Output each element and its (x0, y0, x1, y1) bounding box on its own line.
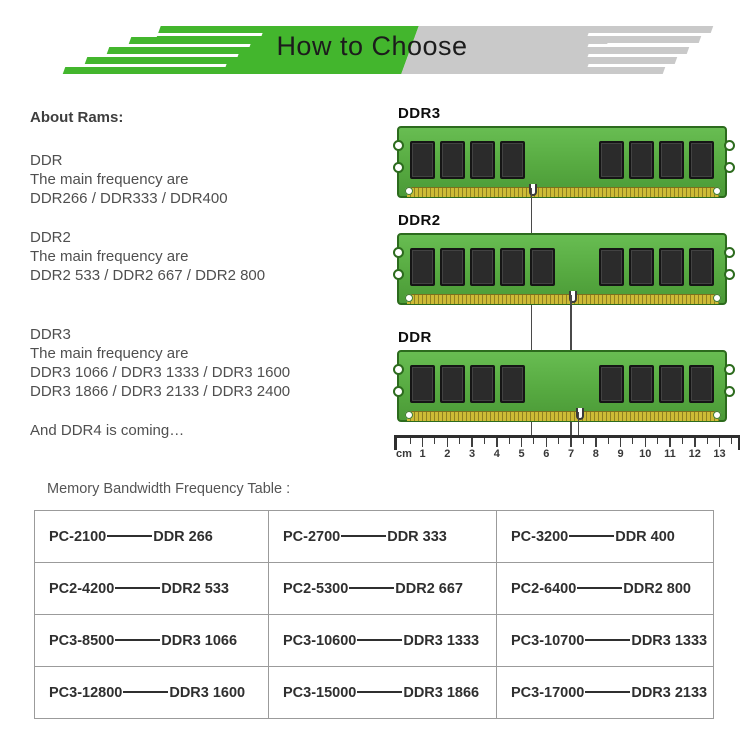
ram-type-desc-line: The main frequency are (30, 171, 189, 188)
dash-line (349, 587, 394, 589)
banner-green-stripe (63, 67, 197, 74)
table-cell (497, 511, 714, 563)
about-rams-block (30, 108, 400, 440)
ram-section (30, 325, 400, 401)
table-cell (269, 511, 497, 563)
banner-stripe-gap (105, 44, 250, 47)
memory-chip (410, 248, 435, 286)
memory-chip (599, 248, 624, 286)
ddr-speed: DDR2 800 (623, 580, 691, 597)
ruler-unit-label: cm (396, 448, 412, 460)
dash-line (107, 535, 152, 537)
pc-rating: PC3-10700 (511, 632, 585, 649)
ruler-number: 5 (518, 448, 525, 460)
notch-measurement-line (578, 412, 580, 436)
ruler-tick (422, 438, 424, 447)
gold-contact-strip (407, 411, 719, 421)
ruler-half-tick (434, 438, 435, 444)
banner-gray-stripe (579, 47, 690, 54)
ddr-speed: DDR2 533 (161, 580, 229, 597)
memory-chip (629, 365, 654, 403)
ruler-half-tick (459, 438, 460, 444)
ddr-speed: DDR3 1066 (161, 632, 238, 649)
ruler-number: 12 (688, 448, 701, 460)
edge-cutout-left (393, 269, 404, 280)
ram-type-desc-line: The main frequency are (30, 248, 189, 265)
ruler-tick (570, 438, 572, 447)
memory-chip (659, 248, 684, 286)
memory-chip (440, 248, 465, 286)
ram-label-ddr3: DDR3 (398, 105, 441, 122)
ruler-number: 3 (468, 448, 476, 460)
memory-chip (689, 141, 714, 179)
mounting-hole (713, 294, 721, 302)
memory-chip (410, 141, 435, 179)
ddr4-note: And DDR4 is coming… (30, 422, 185, 439)
ruler-number: 1 (419, 448, 426, 460)
ruler-number: 6 (543, 448, 550, 460)
ruler-tick (669, 438, 671, 447)
ruler-tick (620, 438, 622, 447)
dash-line (569, 535, 614, 537)
pc-rating: PC3-17000 (511, 684, 585, 701)
ruler-number: 4 (493, 448, 500, 460)
pc-rating: PC3-10600 (283, 632, 357, 649)
table-cell (269, 563, 497, 615)
ram-module-ddr2 (397, 233, 727, 305)
table-cell (497, 563, 714, 615)
memory-chip (440, 365, 465, 403)
edge-cutout-right (724, 269, 735, 280)
memory-chip (530, 248, 555, 286)
mounting-hole (405, 294, 413, 302)
edge-cutout-left (393, 162, 404, 173)
ruler-tick (645, 438, 647, 447)
ruler-half-tick (632, 438, 633, 444)
banner (0, 0, 750, 95)
ram-type-desc-line: The main frequency are (30, 345, 189, 362)
dash-line (585, 691, 630, 693)
ruler-number: 2 (444, 448, 451, 460)
ruler-half-tick (657, 438, 658, 444)
mounting-hole (405, 187, 413, 195)
ram-label-ddr: DDR (398, 329, 432, 346)
ruler-tick (521, 438, 523, 447)
table-cell (35, 511, 269, 563)
ruler-half-tick (707, 438, 708, 444)
ddr-speed: DDR 333 (387, 528, 447, 545)
pc-rating: PC-2100 (49, 528, 107, 545)
table-row (35, 563, 714, 615)
ruler-tick (694, 438, 696, 447)
ruler-tick (471, 438, 473, 447)
banner-green-stripe (129, 37, 212, 44)
table-title: Memory Bandwidth Frequency Table : (47, 481, 291, 497)
ruler-half-tick (608, 438, 609, 444)
ram-type-desc-line: DDR3 1866 / DDR3 2133 / DDR3 2400 (30, 383, 291, 400)
ddr-speed: DDR3 2133 (631, 684, 708, 701)
ddr-speed: DDR3 1333 (631, 632, 708, 649)
banner-title: How to Choose (276, 31, 468, 61)
frequency-table (34, 510, 714, 719)
ruler-number: 11 (664, 448, 676, 460)
pc-rating: PC2-4200 (49, 580, 115, 597)
memory-chip (659, 141, 684, 179)
banner-gray-stripe (579, 26, 714, 33)
ruler-tick (496, 438, 498, 447)
ruler-tick (447, 438, 449, 447)
table-row (35, 615, 714, 667)
edge-cutout-left (393, 364, 404, 375)
memory-chip (410, 365, 435, 403)
ddr-speed: DDR 266 (153, 528, 213, 545)
mounting-hole (713, 411, 721, 419)
memory-chip (689, 248, 714, 286)
edge-cutout-right (724, 140, 735, 151)
ram-type-desc-line: DDR3 1066 / DDR3 1333 / DDR3 1600 (30, 364, 291, 381)
ram-module-ddr (397, 350, 727, 422)
edge-cutout-right (724, 162, 735, 173)
ram-type-name: DDR2 (30, 229, 71, 246)
pc-rating: PC-2700 (283, 528, 341, 545)
pc-rating: PC2-6400 (511, 580, 577, 597)
edge-cutout-left (393, 140, 404, 151)
table-cell (35, 667, 269, 719)
ruler-tick (546, 438, 548, 447)
edge-cutout-right (724, 247, 735, 258)
ruler-number: 7 (567, 448, 575, 460)
banner-stripe-gap (83, 54, 238, 57)
ruler-tick (595, 438, 597, 447)
ddr-speed: DDR3 1333 (403, 632, 480, 649)
banner-gray-stripe (579, 67, 666, 74)
banner-stripe-gap (587, 54, 718, 57)
memory-chip (629, 248, 654, 286)
ruler-half-tick (731, 438, 732, 444)
banner-stripe-gap (587, 33, 718, 36)
memory-chip (470, 365, 495, 403)
memory-chip (470, 248, 495, 286)
gold-contact-strip (407, 187, 719, 197)
ruler-tick (719, 438, 721, 447)
ruler-half-tick (583, 438, 584, 444)
ram-type-desc-line: DDR2 533 / DDR2 667 / DDR2 800 (30, 267, 266, 284)
memory-chip (470, 141, 495, 179)
about-heading: About Rams: (30, 109, 124, 126)
dash-line (115, 639, 160, 641)
pc-rating: PC2-5300 (283, 580, 349, 597)
banner-gray-stripe (579, 57, 678, 64)
ddr-speed: DDR 400 (615, 528, 675, 545)
ruler-number: 9 (617, 448, 624, 460)
table-cell (269, 615, 497, 667)
dash-line (115, 587, 160, 589)
ram-section (30, 151, 400, 208)
memory-chip (500, 141, 525, 179)
dash-line (577, 587, 622, 589)
ruler-half-tick (533, 438, 534, 444)
table-row (35, 667, 714, 719)
pc-rating: PC3-15000 (283, 684, 357, 701)
memory-chip (500, 365, 525, 403)
pc-rating: PC3-8500 (49, 632, 115, 649)
dash-line (341, 535, 386, 537)
memory-chip (629, 141, 654, 179)
ram-type-desc-line: DDR266 / DDR333 / DDR400 (30, 190, 228, 207)
edge-cutout-left (393, 386, 404, 397)
banner-gray-stripe (579, 36, 702, 43)
dash-line (357, 639, 402, 641)
dash-line (357, 691, 402, 693)
gold-contact-strip (407, 294, 719, 304)
mounting-hole (713, 187, 721, 195)
ruler-number: 10 (639, 448, 652, 460)
table-cell (497, 667, 714, 719)
banner-stripe-gap (587, 44, 718, 47)
edge-cutout-right (724, 386, 735, 397)
memory-chip (659, 365, 684, 403)
ram-label-ddr2: DDR2 (398, 212, 441, 229)
banner-stripe-gap (61, 64, 226, 67)
dash-line (585, 639, 630, 641)
ddr-speed: DDR3 1866 (403, 684, 480, 701)
ruler-half-tick (682, 438, 683, 444)
table-row (35, 511, 714, 563)
ruler-end-right (738, 435, 741, 450)
memory-chip (689, 365, 714, 403)
dash-line (123, 691, 168, 693)
ram-type-name: DDR3 (30, 326, 71, 343)
ram-descriptions (30, 151, 400, 401)
pc-rating: PC3-12800 (49, 684, 123, 701)
ruler-number: 13 (713, 448, 726, 460)
ram-module-ddr3 (397, 126, 727, 198)
edge-cutout-right (724, 364, 735, 375)
ruler-half-tick (509, 438, 510, 444)
memory-chip (440, 141, 465, 179)
mounting-hole (405, 411, 413, 419)
table-cell (35, 563, 269, 615)
ruler-half-tick (558, 438, 559, 444)
ruler-half-tick (484, 438, 485, 444)
ruler-half-tick (410, 438, 411, 444)
ram-type-name: DDR (30, 152, 63, 169)
table-cell (497, 615, 714, 667)
memory-chip (599, 365, 624, 403)
ddr-speed: DDR3 1600 (169, 684, 246, 701)
banner-stripe-gap (587, 64, 718, 67)
table-cell (35, 615, 269, 667)
memory-chip (599, 141, 624, 179)
banner-stripe-gap (127, 33, 262, 36)
table-cell (269, 667, 497, 719)
pc-rating: PC-3200 (511, 528, 569, 545)
edge-cutout-left (393, 247, 404, 258)
ram-section (30, 228, 400, 285)
banner-green-stripe (107, 47, 207, 54)
memory-chip (500, 248, 525, 286)
ruler-number: 8 (592, 448, 599, 460)
ddr-speed: DDR2 667 (395, 580, 463, 597)
